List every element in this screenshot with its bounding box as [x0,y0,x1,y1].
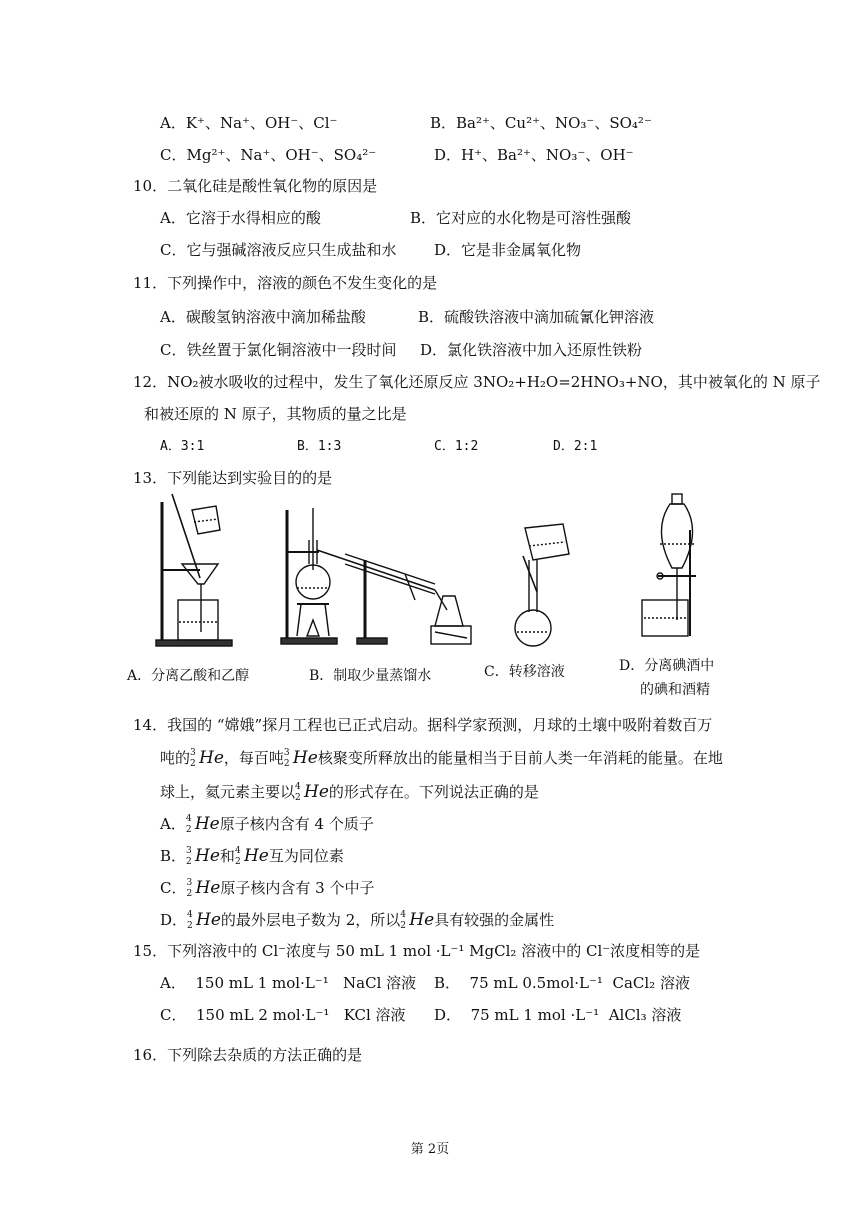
q14-stem-line1: 14．我国的 “嫦娥”探月工程也已正式启动。据科学家预测，月球的土壤中吸附着数百万 [133,716,713,734]
q9-option-d: D．H⁺、Ba²⁺、NO₃⁻、OH⁻ [434,146,634,164]
q9-option-a: A．K⁺、Na⁺、OH⁻、Cl⁻ [160,114,338,132]
q16-stem: 16．下列除去杂质的方法正确的是 [133,1046,363,1064]
q14-stem-line3: 球上，氦元素主要以 4 2 He的形式存在。下列说法正确的是 [160,782,539,803]
q14-option-b: B． 3 2 He和 4 2 He互为同位素 [160,846,344,867]
figure-c-transfer [505,520,585,650]
q10-option-c: C．它与强碱溶液反应只生成盐和水 [160,241,397,259]
figure-a-filtration [148,492,238,652]
q12-option-b: B．1:3 [297,439,342,454]
q10-option-b: B．它对应的水化物是可溶性强酸 [410,209,632,227]
q10-stem: 10．二氧化硅是酸性氧化物的原因是 [133,177,378,195]
page-number: 第 2页 [410,1142,450,1157]
q15-option-c: C． 150 mL 2 mol·L⁻¹ KCl 溶液 [160,1006,406,1024]
q15-option-a: A． 150 mL 1 mol·L⁻¹ NaCl 溶液 [160,974,417,992]
q10-option-a: A．它溶于水得相应的酸 [160,209,321,227]
q15-option-b: B． 75 mL 0.5mol·L⁻¹ CaCl₂ 溶液 [434,974,690,992]
q13-caption-d-line1: D．分离碘酒中 [619,658,715,674]
q14-option-d: D． 4 2 He的最外层电子数为 2，所以 4 2 He具有较强的金属性 [160,910,555,931]
q13-stem: 13．下列能达到实验目的的是 [133,469,333,487]
q9-option-c: C．Mg²⁺、Na⁺、OH⁻、SO₄²⁻ [160,146,377,164]
q14-option-a: A． 4 2 He原子核内含有 4 个质子 [160,814,374,835]
q12-option-c: C．1:2 [434,439,479,454]
q13-caption-c: C．转移溶液 [484,664,565,680]
q12-stem-line2: 和被还原的 N 原子，其物质的量之比是 [144,405,407,423]
q11-option-b: B．硫酸铁溶液中滴加硫氰化钾溶液 [418,308,655,326]
q11-option-d: D．氯化铁溶液中加入还原性铁粉 [420,341,643,359]
q11-option-a: A．碳酸氢钠溶液中滴加稀盐酸 [160,308,366,326]
q13-caption-b: B．制取少量蒸馏水 [309,668,432,684]
q12-option-d: D．2:1 [553,439,598,454]
q10-option-d: D．它是非金属氧化物 [434,241,582,259]
he3-nuclide: 3 2 [190,748,196,769]
q11-stem: 11．下列操作中，溶液的颜色不发生变化的是 [133,274,438,292]
q12-stem-line1: 12．NO₂被水吸收的过程中，发生了氧化还原反应 3NO₂+H₂O=2HNO₃+NO，其中被氧化的 N 原子 [133,373,821,391]
q15-option-d: D． 75 mL 1 mol ·L⁻¹ AlCl₃ 溶液 [434,1006,682,1024]
q9-option-b: B．Ba²⁺、Cu²⁺、NO₃⁻、SO₄²⁻ [430,114,652,132]
figure-b-distillation [275,500,485,652]
figure-d-separatory-funnel [630,490,710,640]
q11-option-c: C．铁丝置于氯化铜溶液中一段时间 [160,341,397,359]
q15-stem: 15．下列溶液中的 Cl⁻浓度与 50 mL 1 mol ·L⁻¹ MgCl₂ 溶液中的 Cl⁻浓度相等的是 [133,942,701,960]
q12-option-a: A．3:1 [160,439,205,454]
q13-caption-d-line2: 的碘和酒精 [640,682,710,698]
q14-stem-line2: 吨的 3 2 He，每百吨 3 2 He核聚变所释放出的能量相当于目前人类一年消耗的能量。在地 [160,748,723,769]
q14-option-c: C． 3 2 He原子核内含有 3 个中子 [160,878,375,899]
q13-caption-a: A．分离乙酸和乙醇 [127,668,250,684]
